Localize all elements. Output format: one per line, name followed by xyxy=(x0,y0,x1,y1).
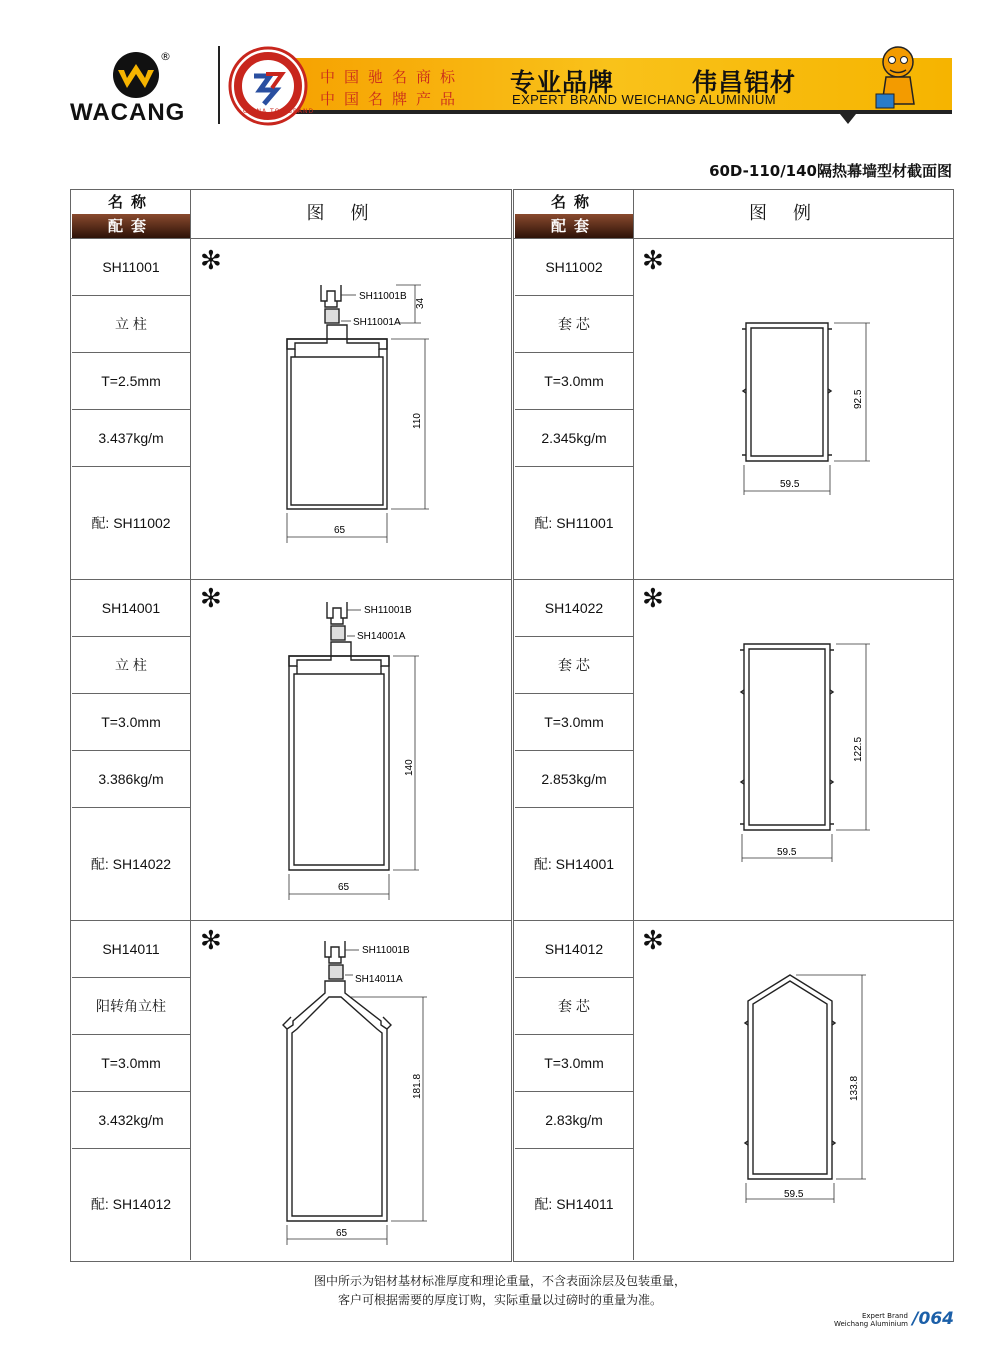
footer-small-line-2: Weichang Aluminium xyxy=(833,1320,908,1328)
headline-right: 伟昌铝材 xyxy=(692,68,797,97)
brand-name: WACANG xyxy=(70,99,186,126)
part-label: SH11001B xyxy=(362,945,410,956)
dimension-label: 92.5 xyxy=(853,389,864,409)
profile-thickness: T=3.0mm xyxy=(515,353,633,410)
profile-weight: 3.437kg/m xyxy=(72,410,190,467)
profile-type: 套 芯 xyxy=(515,296,633,353)
profile-code: SH14011 xyxy=(72,921,190,978)
registered-mark: ® xyxy=(160,50,171,63)
page-title: 60D-110/140隔热幕墙型材截面图 xyxy=(709,162,952,180)
headline-left: 专业品牌 xyxy=(510,68,615,97)
header-legend-left: 图例 xyxy=(306,203,395,224)
dimension-label: 122.5 xyxy=(853,736,864,762)
star-mark: ✻ xyxy=(642,926,664,956)
star-mark: ✻ xyxy=(200,926,222,956)
profile-weight: 2.345kg/m xyxy=(515,410,633,467)
profile-weight: 2.853kg/m xyxy=(515,751,633,808)
dimension-label: 140 xyxy=(404,759,415,776)
slogan-line-1: 中国驰名商标 xyxy=(320,68,465,86)
profile-type: 套 芯 xyxy=(515,978,633,1035)
header-divider xyxy=(218,46,220,124)
part-label: SH14001A xyxy=(357,631,406,642)
header-name-right: 名称 xyxy=(515,190,633,214)
footnote-line-2: 客户可根据需要的厚度订购，实际重量以过磅时的重量为准。 xyxy=(337,1293,662,1307)
profile-type: 阳转角立柱 xyxy=(72,978,190,1035)
profile-code: SH14001 xyxy=(72,580,190,637)
footer-small-line-1: Expert Brand xyxy=(861,1312,908,1320)
profile-pair: 配: SH11001 xyxy=(534,515,614,531)
profile-thickness: T=3.0mm xyxy=(515,694,633,751)
star-mark: ✻ xyxy=(200,246,222,276)
part-label: SH11001A xyxy=(353,317,401,328)
dimension-label: 110 xyxy=(412,413,423,429)
dimension-label: 65 xyxy=(334,525,346,536)
profile-code: SH11002 xyxy=(515,239,633,296)
profile-code: SH11001 xyxy=(72,239,190,296)
header-name-left: 名称 xyxy=(72,190,190,214)
profile-weight: 3.432kg/m xyxy=(72,1092,190,1149)
header-legend-right: 图例 xyxy=(749,203,837,224)
profile-drawing-sh14011 xyxy=(191,921,509,1261)
dimension-label: 133.8 xyxy=(849,1075,860,1101)
profile-thickness: T=3.0mm xyxy=(72,1035,190,1092)
dimension-label: 59.5 xyxy=(784,1189,804,1200)
page-number: /064 xyxy=(912,1309,954,1329)
profile-drawing-sh14001 xyxy=(191,580,509,920)
profile-code: SH14022 xyxy=(515,580,633,637)
profile-weight: 3.386kg/m xyxy=(72,751,190,808)
badge-text: CHINA TOP BRAND xyxy=(243,108,315,115)
footer-brand-text xyxy=(834,1312,908,1328)
headline-english: EXPERT BRAND WEICHANG ALUMINIUM xyxy=(512,92,777,107)
slogan-line-2: 中国名牌产品 xyxy=(320,90,465,108)
dimension-label: 59.5 xyxy=(777,847,797,858)
profile-pair: 配: SH14011 xyxy=(534,1196,614,1212)
profile-thickness: T=3.0mm xyxy=(72,694,190,751)
dimension-label: 65 xyxy=(338,882,350,893)
dimension-label: 34 xyxy=(415,297,426,309)
part-label: SH11001B xyxy=(364,605,412,616)
part-label: SH11001B xyxy=(359,291,407,302)
profile-type: 立 柱 xyxy=(72,296,190,353)
profile-drawing-sh11001 xyxy=(191,239,509,579)
star-mark: ✻ xyxy=(642,246,664,276)
profile-pair: 配: SH14001 xyxy=(533,856,615,872)
profile-type: 套 芯 xyxy=(515,637,633,694)
dimension-label: 59.5 xyxy=(780,479,800,490)
profile-drawing-sh14012 xyxy=(634,921,952,1261)
wacang-logo-icon xyxy=(108,50,164,100)
profile-type: 立 柱 xyxy=(72,637,190,694)
header-pair-left: 配套 xyxy=(72,214,190,238)
profile-pair: 配: SH11002 xyxy=(91,515,171,531)
profile-pair: 配: SH14022 xyxy=(90,856,172,872)
profile-code: SH14012 xyxy=(515,921,633,978)
dimension-label: 181.8 xyxy=(412,1073,423,1099)
profile-drawing-sh11002 xyxy=(634,239,952,579)
profile-drawing-sh14022 xyxy=(634,580,952,920)
header-pair-right: 配套 xyxy=(515,214,633,238)
profile-pair: 配: SH14012 xyxy=(90,1196,172,1212)
star-mark: ✻ xyxy=(200,584,222,614)
profile-weight: 2.83kg/m xyxy=(515,1092,633,1149)
part-label: SH14011A xyxy=(355,974,403,985)
profile-thickness: T=2.5mm xyxy=(72,353,190,410)
dimension-label: 65 xyxy=(336,1228,348,1239)
footnote-line-1: 图中所示为铝材基材标准厚度和理论重量，不含表面涂层及包装重量， xyxy=(313,1274,686,1288)
star-mark: ✻ xyxy=(642,584,664,614)
profile-thickness: T=3.0mm xyxy=(515,1035,633,1092)
